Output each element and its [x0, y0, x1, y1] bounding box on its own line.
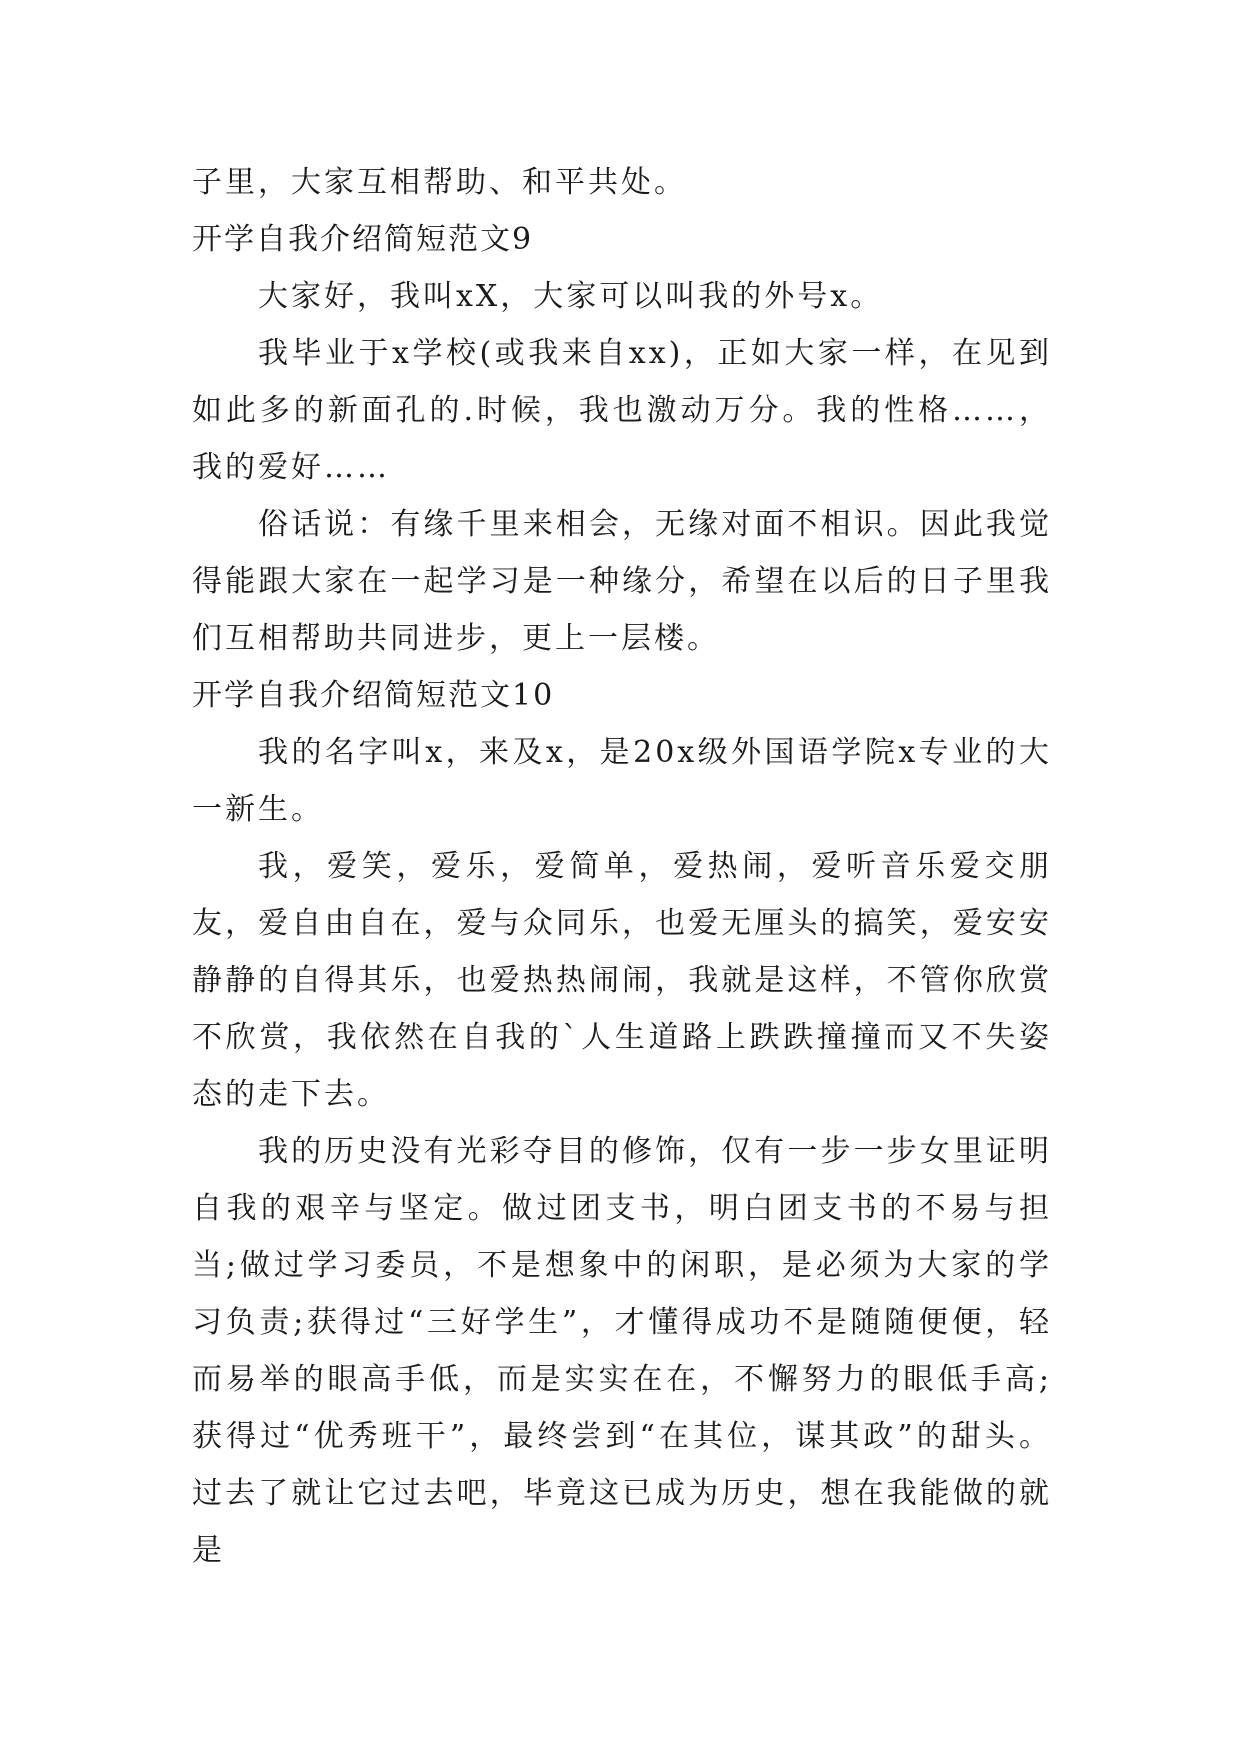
- paragraph: 我的历史没有光彩夺目的修饰，仅有一步一步女里证明自我的艰辛与坚定。做过团支书，明白团支书的不易与担当;做过学习委员，不是想象中的闲职，是必须为大家的学习负责;获得过“三好学生”，才懂得成功不是随随便便，轻而易举的眼高手低，而是实实在在，不懈努力的眼低手高;获得过“优秀班干”，最终尝到“在其位，谋其政”的甜头。过去了就让它过去吧，毕竟这已成为历史，想在我能做的就是: [192, 1134, 1052, 1568]
- paragraph-continuation: 子里，大家互相帮助、和平共处。: [192, 165, 687, 200]
- paragraph: 大家好，我叫xX，大家可以叫我的外号x。: [258, 279, 884, 314]
- section-heading-9: 开学自我介绍简短范文9: [192, 222, 534, 257]
- paragraph: 俗话说：有缘千里来相会，无缘对面不相识。因此我觉得能跟大家在一起学习是一种缘分，希望在以后的日子里我们互相帮助共同进步，更上一层楼。: [192, 507, 1052, 656]
- section-heading-10: 开学自我介绍简短范文10: [192, 678, 555, 713]
- paragraph: 我的名字叫x，来及x，是20x级外国语学院x专业的大一新生。: [192, 735, 1052, 827]
- paragraph: 我，爱笑，爱乐，爱简单，爱热闹，爱听音乐爱交朋友，爱自由自在，爱与众同乐，也爱无厘头的搞笑，爱安安静静的自得其乐，也爱热热闹闹，我就是这样，不管你欣赏不欣赏，我依然在自我的`人生道路上跌跌撞撞而又不失姿态的走下去。: [192, 849, 1052, 1112]
- document-body: [192, 154, 1052, 1579]
- paragraph: 我毕业于x学校(或我来自xx)，正如大家一样，在见到如此多的新面孔的.时候，我也激动万分。我的性格……，我的爱好……: [192, 336, 1052, 485]
